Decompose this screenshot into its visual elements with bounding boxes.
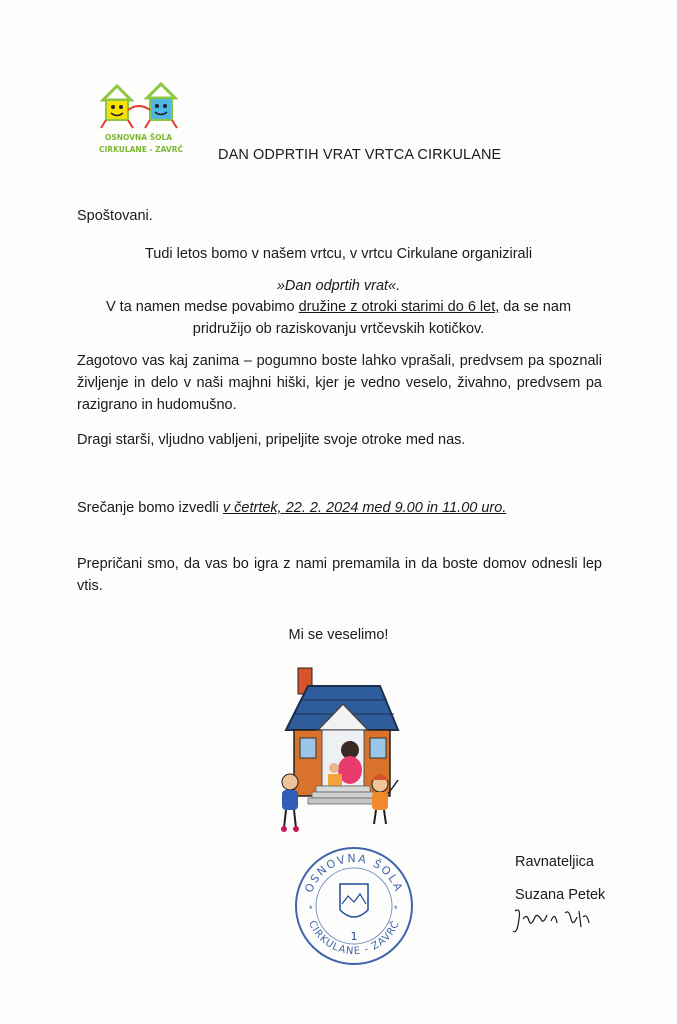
- page-title: DAN ODPRTIH VRAT VRTCA CIRKULANE: [218, 147, 502, 163]
- date-intro: Srečanje bomo izvedli: [77, 500, 223, 516]
- paragraph-invite: [0, 296, 677, 318]
- school-stamp: [292, 844, 416, 968]
- stamp-text-bottom: CIRKULANE - ZAVRČ: [305, 919, 403, 958]
- paragraph-closing: Prepričani smo, da vas bo igra z nami premamila in da boste domov odnesli lep vtis.: [77, 556, 602, 594]
- invite-text-end: da se nam: [499, 299, 572, 315]
- school-logo: [95, 82, 190, 160]
- stamp-text-top: OSNOVNA ŠOLA: [302, 851, 406, 895]
- signature-name: Suzana Petek: [515, 887, 606, 903]
- kindergarten-house-illustration: [268, 664, 408, 834]
- event-date: v četrtek, 22. 2. 2024 med 9.00 in 11.00 uro.: [222, 500, 507, 516]
- svg-text:*: *: [394, 904, 398, 914]
- svg-text:OSNOVNA ŠOLA: [302, 852, 405, 895]
- event-name: »Dan odprtih vrat«.: [276, 278, 401, 294]
- logo-line1: OSNOVNA ŠOLA: [105, 133, 173, 142]
- closing-line: Mi se veselimo!: [288, 627, 389, 643]
- svg-text:*: *: [309, 904, 313, 914]
- invite-target-group: družine z otroki starimi do 6 let,: [298, 299, 500, 315]
- greeting: Spoštovani.: [77, 208, 153, 224]
- stamp-number: 1: [350, 930, 358, 943]
- invite-line2: pridružijo ob raziskovanju vrtčevskih kotičkov.: [192, 321, 485, 337]
- invite-text-start: V ta namen medse povabimo: [105, 299, 299, 315]
- signature-role: Ravnateljica: [515, 854, 594, 870]
- handwritten-signature: [511, 905, 591, 939]
- logo-line2: CIRKULANE - ZAVRČ: [99, 145, 183, 154]
- paragraph-description: Zagotovo vas kaj zanima – pogumno boste lahko vprašali, predvsem pa spoznali življenje in delo v naši majhni hiški, kjer je vedno veselo, živahno, predvsem pa razigrano in hudomušno.: [77, 353, 602, 413]
- paragraph-date: [77, 497, 506, 519]
- paragraph-intro: Tudi letos bomo v našem vrtcu, v vrtcu Cirkulane organizirali: [144, 246, 533, 262]
- paragraph-welcome: Dragi starši, vljudno vabljeni, pripeljite svoje otroke med nas.: [77, 432, 466, 448]
